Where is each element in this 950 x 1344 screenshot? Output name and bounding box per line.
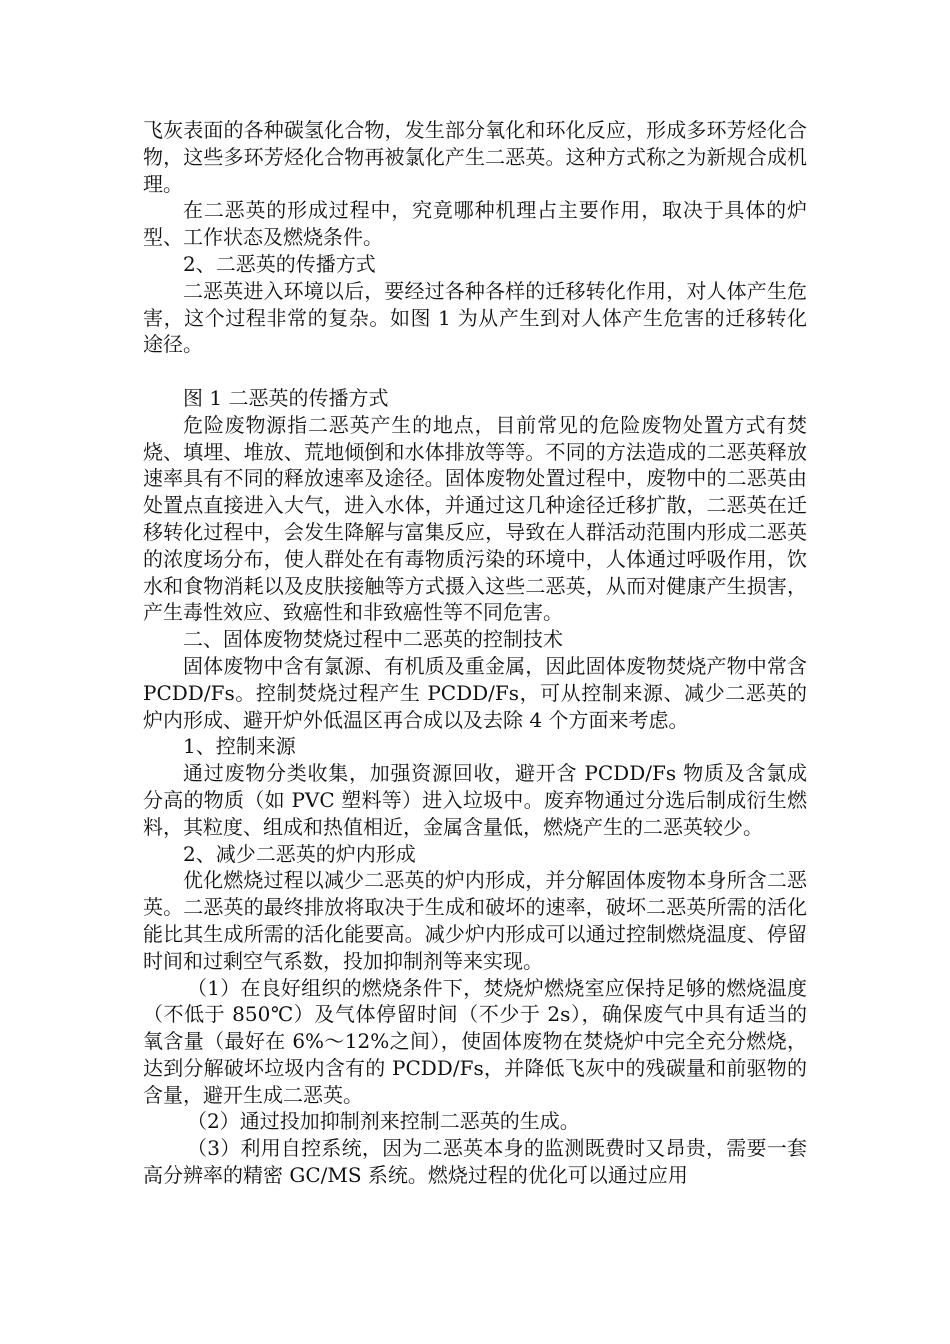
heading-control-source: 1、控制来源 bbox=[183, 734, 296, 759]
heading-control-technology: 二、固体废物焚烧过程中二恶英的控制技术 bbox=[183, 627, 563, 652]
paragraph-mechanism-dominance: 在二恶英的形成过程中，究竟哪种机理占主要作用，取决于具体的炉型、工作状态及燃烧条件。 bbox=[143, 198, 807, 250]
figure-caption: 图 1 二恶英的传播方式 bbox=[183, 385, 389, 410]
paragraph-optimize-combustion: 优化燃烧过程以减少二恶英的炉内形成，并分解固体废物本身所含二恶英。二恶英的最终排放将取决于生成和破坏的速率，破坏二恶英所需的活化能比其生成所需的活化能要高。减少炉内形成可以通过控制燃烧温度、停留时间和过剩空气系数，投加抑制剂等来实现。 bbox=[143, 868, 807, 973]
paragraph-environment-transfer: 二恶英进入环境以后，要经过各种各样的迁移转化作用，对人体产生危害，这个过程非常的复杂。如图 1 为从产生到对人体产生危害的迁移转化途径。 bbox=[143, 278, 807, 357]
paragraph-hazardous-waste-source: 危险废物源指二恶英产生的地点，目前常见的危险废物处置方式有焚烧、填埋、堆放、荒地倾倒和水体排放等等。不同的方法造成的二恶英释放速率具有不同的释放速率及途径。固体废物处置过程中，废物中的二恶英由处置点直接进入大气，进入水体，并通过这几种途径迁移扩散，二恶英在迁移转化过程中，会发生降解与富集反应，导致在人群活动范围内形成二恶英的浓度场分布，使人群处在有毒物质污染的环境中，人体通过呼吸作用，饮水和食物消耗以及皮肤接触等方式摄入这些二恶英，从而对健康产生损害，产生毒性效应、致癌性和非致癌性等不同危害。 bbox=[143, 412, 807, 625]
paragraph-waste-sorting: 通过废物分类收集，加强资源回收，避开含 PCDD/Fs 物质及含氯成分高的物质（如 PVC 塑料等）进入垃圾中。废弃物通过分选后制成衍生燃料，其粒度、组成和热值相近，金属含量低，燃烧产生的二恶英较少。 bbox=[143, 761, 807, 839]
paragraph-item-2-inhibitor: （2）通过投加抑制剂来控制二恶英的生成。 bbox=[187, 1109, 580, 1134]
heading-propagation-mode: 2、二恶英的传播方式 bbox=[183, 251, 376, 276]
figure-placeholder-gap bbox=[143, 358, 807, 385]
document-body bbox=[143, 117, 807, 1189]
paragraph-control-overview: 固体废物中含有氯源、有机质及重金属，因此固体废物焚烧产物中常含 PCDD/Fs。控制焚烧过程产生 PCDD/Fs，可从控制来源、减少二恶英的炉内形成、避开炉外低温区再合成以及去除 4 个方面来考虑。 bbox=[143, 653, 807, 732]
paragraph-item-1-combustion-conditions: （1）在良好组织的燃烧条件下，焚烧炉燃烧室应保持足够的燃烧温度（不低于 850℃）及气体停留时间（不少于 2s），确保废气中具有适当的氧含量（最好在 6%～12%之间），使固体废物在焚烧炉中完全充分燃烧，达到分解破坏垃圾内含有的 PCDD/Fs，并降低飞灰中的残碳量和前驱物的含量，避开生成二恶英。 bbox=[143, 975, 807, 1107]
paragraph-item-3-automatic-control: （3）利用自控系统，因为二恶英本身的监测既费时又昂贵，需要一套高分辨率的精密 GC/MS 系统。燃烧过程的优化可以通过应用 bbox=[143, 1136, 807, 1188]
heading-reduce-furnace-formation: 2、减少二恶英的炉内形成 bbox=[183, 841, 416, 866]
paragraph-new-synthesis-mechanism: 飞灰表面的各种碳氢化合物，发生部分氧化和环化反应，形成多环芳烃化合物，这些多环芳烃化合物再被氯化产生二恶英。这种方式称之为新规合成机理。 bbox=[143, 118, 807, 196]
